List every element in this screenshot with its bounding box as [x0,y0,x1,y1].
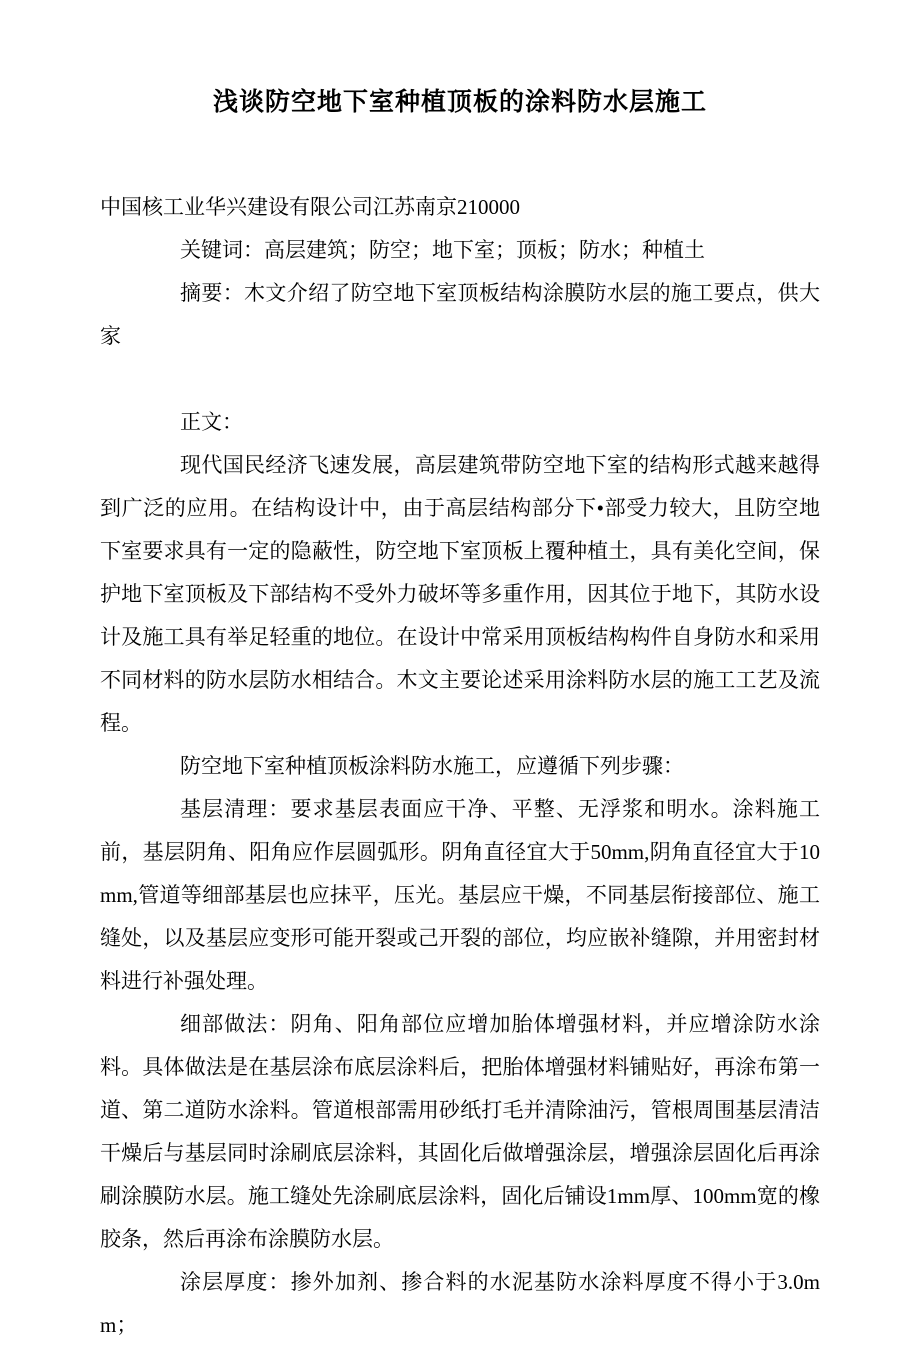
abstract-line: 摘要：木文介绍了防空地下室顶板结构涂膜防水层的施工要点，供大家 [100,281,820,348]
body-paragraph-3: 基层清理：要求基层表面应干净、平整、无浮浆和明水。涂料施工前，基层阴角、阳角应作层圆弧形。阴角直径宜大于50mm,阴角直径宜大于10mm,管道等细部基层也应抹平，压光。基层应干燥，不同基层衔接部位、施工缝处，以及基层应变形可能开裂或己开裂的部位，均应嵌补缝隙，并用密封材料进行补强处理。 [100,797,820,993]
body-paragraph-1: 现代国民经济飞速发展，高层建筑带防空地下室的结构形式越来越得到广泛的应用。在结构设计中，由于高层结构部分下•部受力较大，且防空地下室要求具有一定的隐蔽性，防空地下室顶板上覆种植土，具有美化空间，保护地下室顶板及下部结构不受外力破坏等多重作用，因其位于地下，其防水设计及施工具有举足轻重的地位。在设计中常采用顶板结构构件自身防水和采用不同材料的防水层防水相结合。木文主要论述采用涂料防水层的施工工艺及流程。 [100,453,820,735]
section-label: 正文： [180,410,243,434]
keywords-line: 关键词：高层建筑；防空；地下室；顶板；防水；种植土 [180,238,705,262]
body-paragraph-4: 细部做法：阴角、阳角部位应增加胎体增强材料，并应增涂防水涂料。具体做法是在基层涂布底层涂料后，把胎体增强材料铺贴好，再涂布第一道、第二道防水涂料。管道根部需用砂纸打毛并清除油污，管根周围基层清洁干燥后与基层同时涂刷底层涂料，其固化后做增强涂层，增强涂层固化后再涂刷涂膜防水层。施工缝处先涂刷底层涂料，固化后铺设1mm厚、100mm宽的橡胶条，然后再涂布涂膜防水层。 [100,1012,820,1251]
document-title: 浅谈防空地下室种植顶板的涂料防水层施工 [212,89,707,116]
byline: 中国核工业华兴建设有限公司江苏南京210000 [100,195,520,219]
body-paragraph-5: 涂层厚度：掺外加剂、掺合料的水泥基防水涂料厚度不得小于3.0mm； [100,1270,820,1337]
body-paragraph-2: 防空地下室种植顶板涂料防水施工，应遵循下列步骤： [180,754,684,778]
